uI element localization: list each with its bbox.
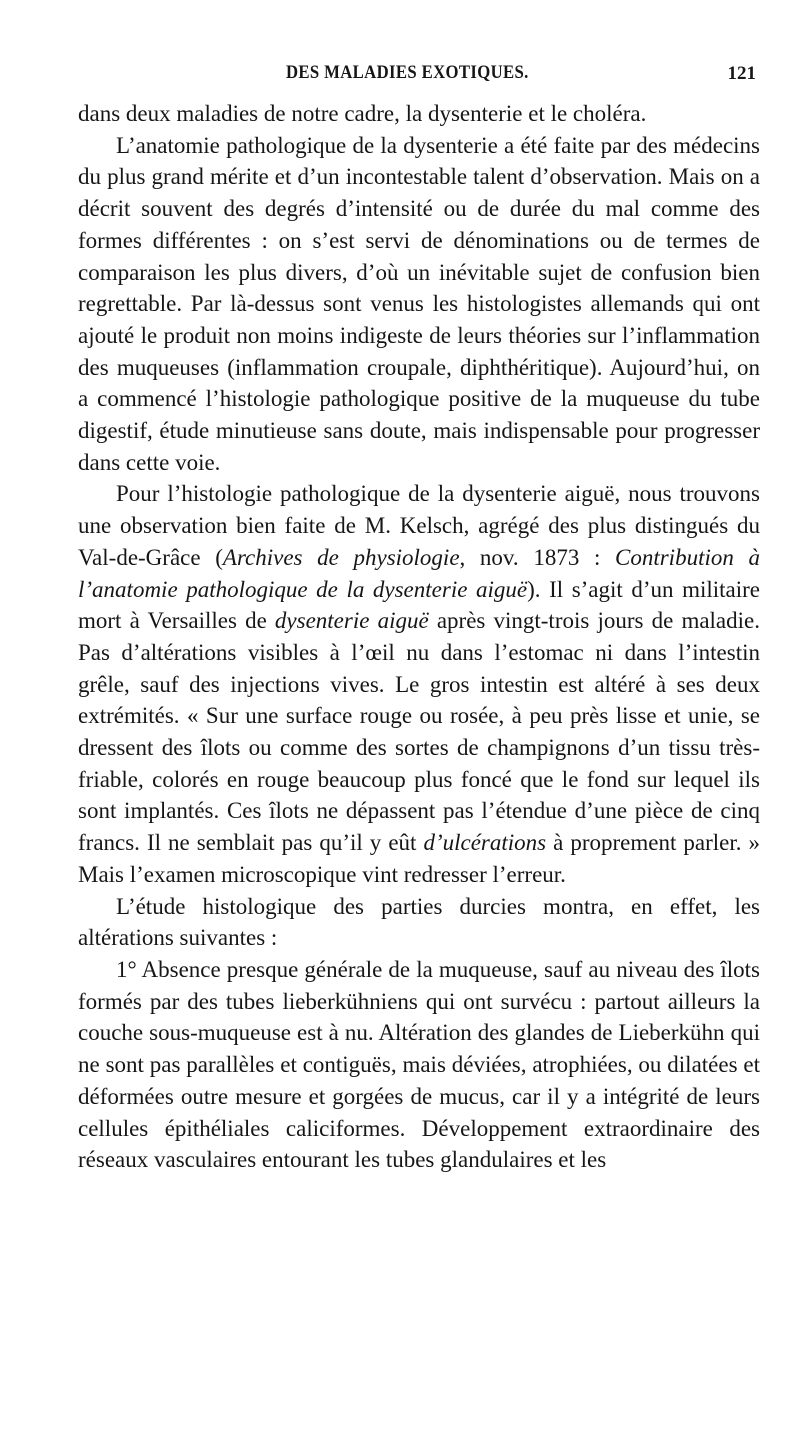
page-number: 121 [727,63,756,84]
text-run: , nov. 1873 : [459,544,615,570]
body-text [78,98,760,1176]
paragraph-2 [78,130,760,479]
text-run: à proprement parler. » Mais l’examen microscopique vint redresser l’erreur. [78,830,760,887]
paragraph-5 [78,954,760,1176]
page-header [78,62,760,92]
text-run: Pour l’histologie pathologique de la dysenterie aiguë, nous trouvons une observation bien faite de M. Kelsch, agrégé des plus distingués du Val-de-Grâce ( [78,481,760,570]
text-run: L’étude histologique des parties durcies montra, en effet, les altérations suivantes : [78,893,760,951]
italic-run: d’ulcérations [423,830,547,856]
paragraph-4 [78,891,760,954]
running-head: DES MALADIES EXOTIQUES. [286,62,529,83]
text-run: 1° Absence presque générale de la muqueuse, sauf au niveau des îlots formés par des tubes lieberkühniens qui ont survécu : partout ailleurs la couche sous-muqueuse est à nu. Altération des glandes de Lieberkühn qui ne sont pas parallèles et contiguës, mais déviées, atrophiées, ou dilatées et déformées outre mesure et gorgées de mucus, car il y a intégrité de leurs cellules épithéliales caliciformes. Développement extraordinaire des réseaux vasculaires entourant les tubes glandulaires et les [78,956,760,1173]
paragraph-3 [78,478,760,890]
italic-run: Contribution à l’anatomie pathologique de la dysenterie aiguë [78,544,760,602]
text-run: L’anatomie pathologique de la dysenterie a été faite par des médecins du plus grand mérite et d’un incontestable talent d’observation. Mais on a décrit souvent des degrés d’intensité ou de durée du mal comme des formes différentes : on s’est servi de dénominations ou de termes de comparaison les plus divers, d’où un inévitable sujet de confusion bien regrettable. Par là-dessus sont venus les histologistes allemands qui ont ajouté le produit non moins indigeste de leurs théories sur l’inflammation des muqueuses (inflammation croupale, diphthéritique). Aujourd’hui, on a commencé l’histologie pathologique positive de la muqueuse du tube digestif, étude minutieuse sans doute, mais indispensable pour progresser dans cette voie. [78,132,760,475]
text-run: après vingt-trois jours de maladie. Pas d’altérations visibles à l’œil nu dans l’estomac ni dans l’intestin grêle, sauf des injections vives. Le gros intestin est altéré à ses deux extrémités. « Sur une surface rouge ou rosée, à peu près lisse et unie, se dressent des îlots ou comme des sortes de champignons d’un tissu très-friable, colorés en rouge beaucoup plus foncé que le fond sur lequel ils sont implantés. Ces îlots ne dépassent pas l’étendue d’une pièce de cinq francs. Il ne semblait pas qu’il y eût [78,608,760,856]
paragraph-1 [78,98,760,130]
italic-run: Archives de physiologie [222,544,460,570]
text-run: ). Il s’agit d’un militaire mort à Versailles de [78,576,760,634]
italic-run: dysenterie aiguë [274,608,429,634]
text-run: dans deux maladies de notre cadre, la dysenterie et le choléra. [78,101,647,126]
